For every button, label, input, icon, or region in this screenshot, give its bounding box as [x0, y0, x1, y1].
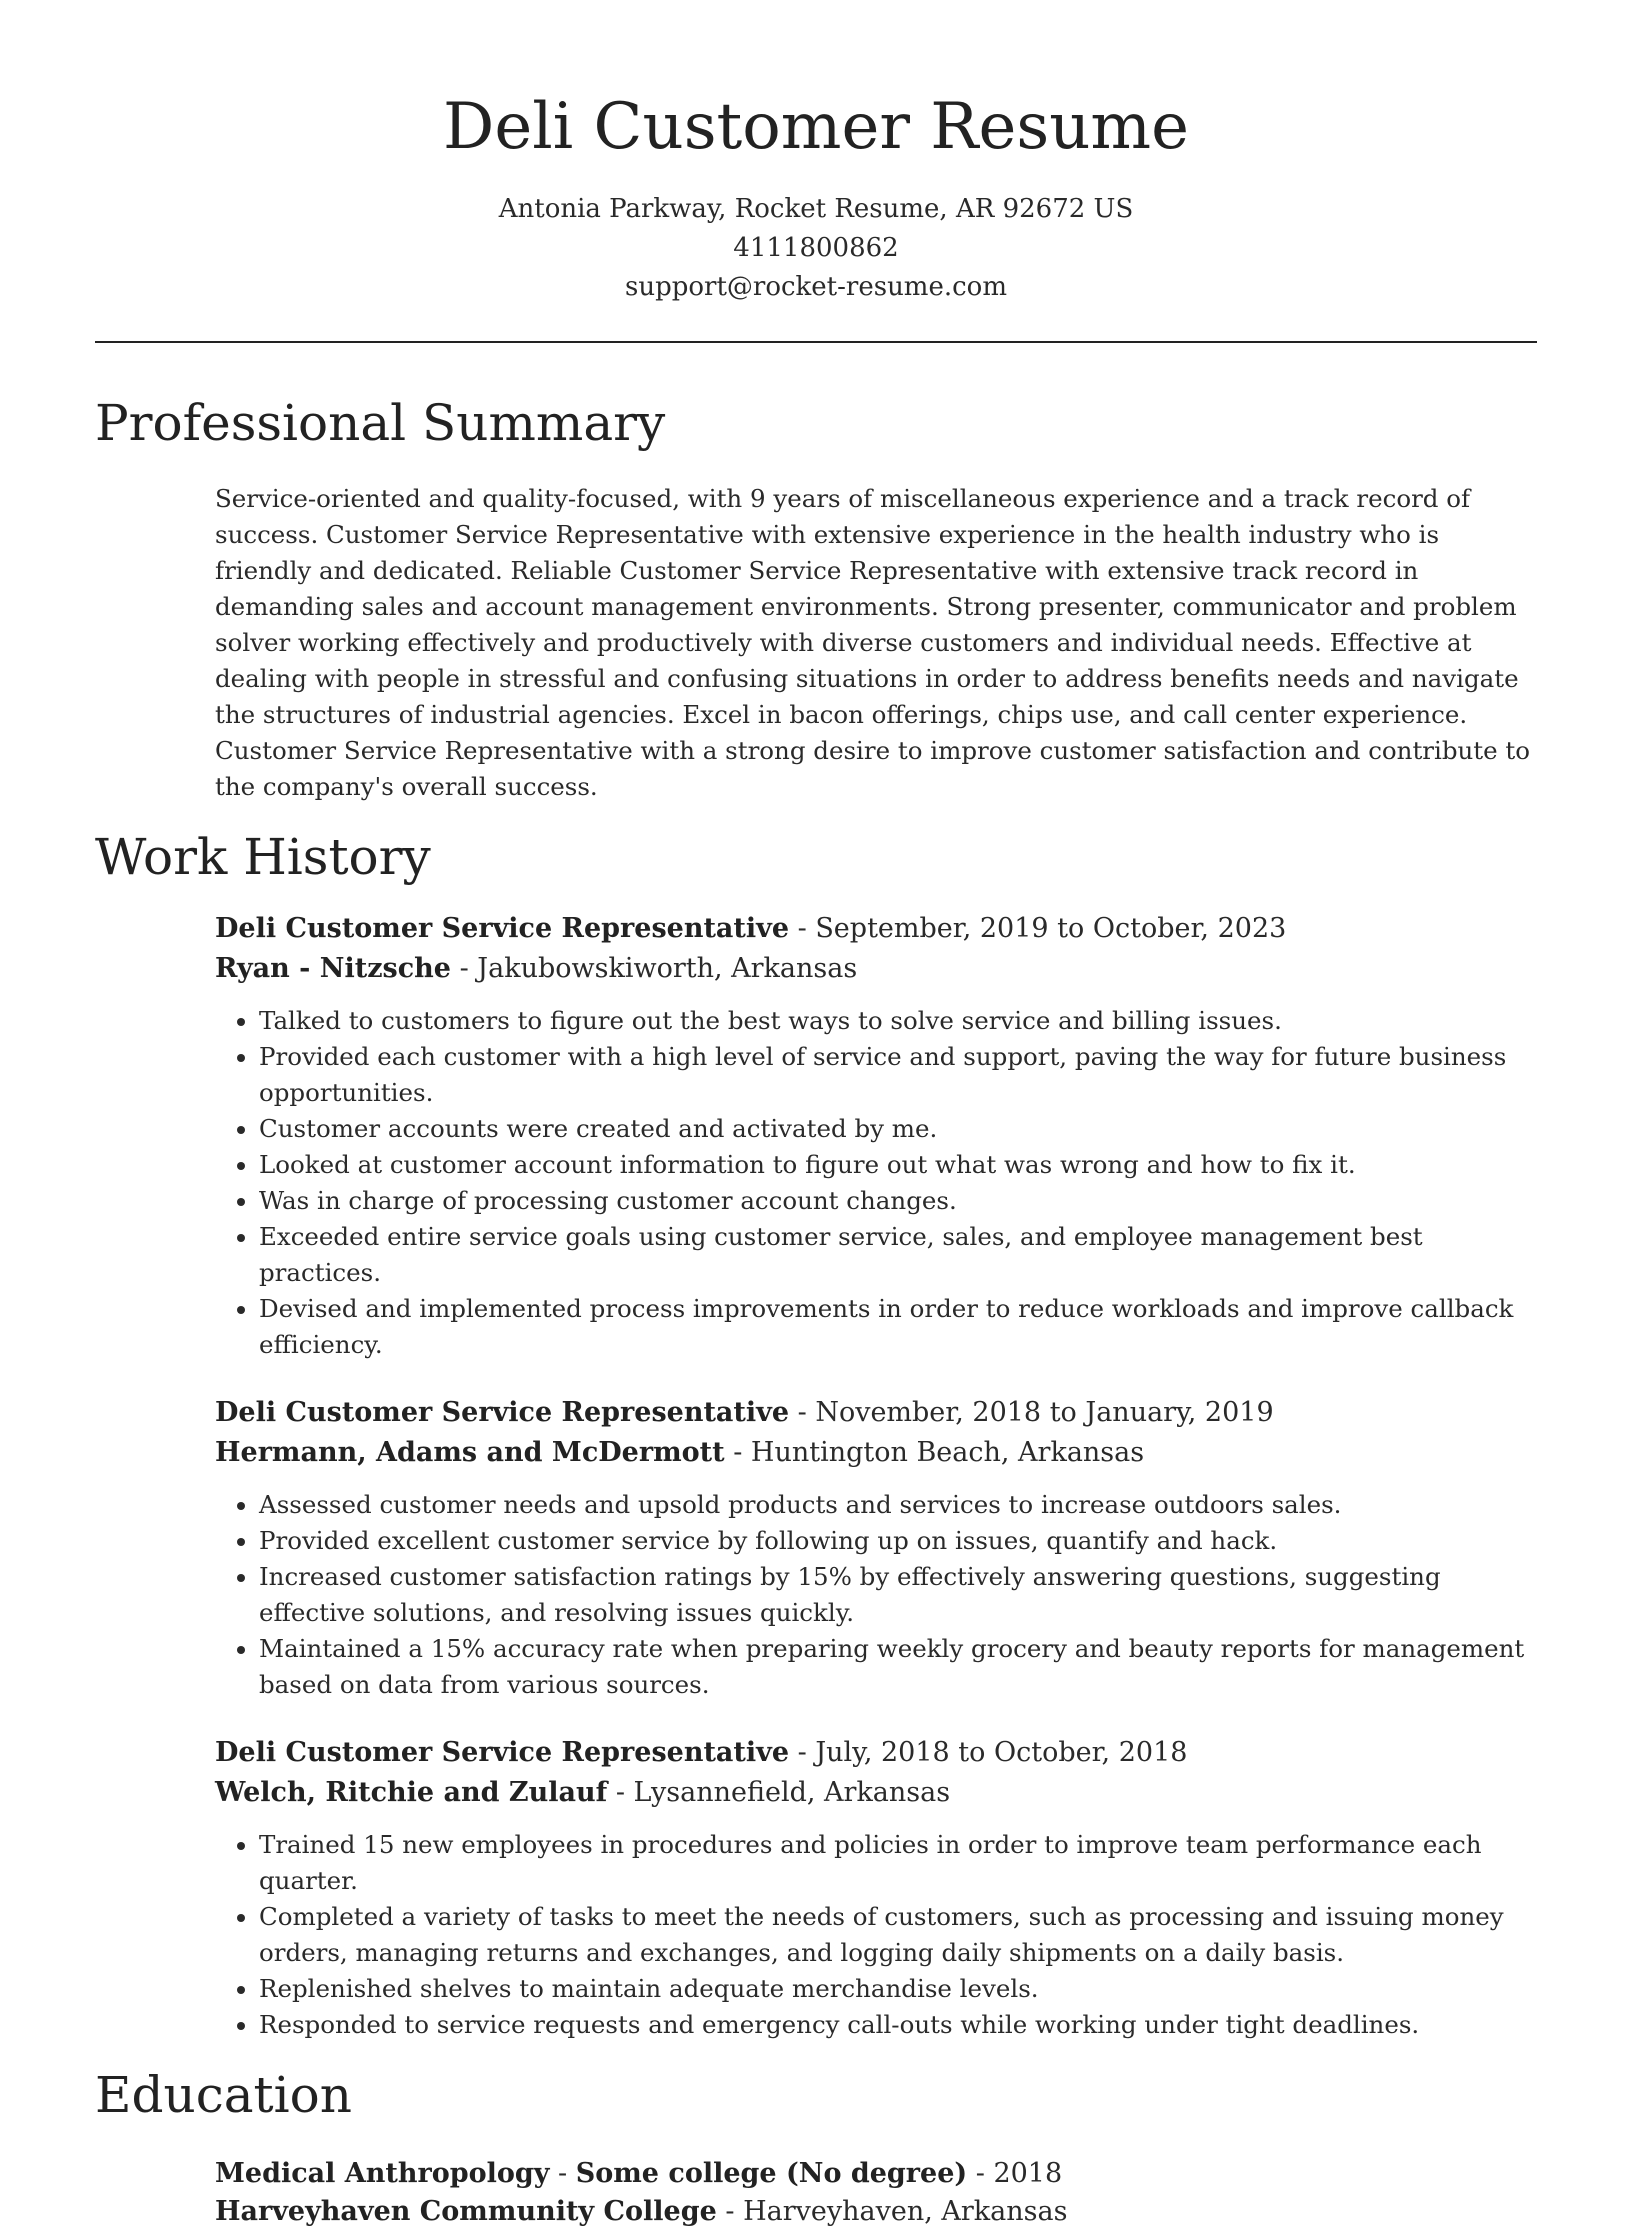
education-section — [95, 2065, 1537, 2231]
contact-block — [95, 190, 1537, 307]
list-item: • Exceeded entire service goals using customer service, sales, and employee management best practices. — [259, 1219, 1537, 1291]
job-company-line — [215, 949, 1537, 989]
job-company-line — [215, 1773, 1537, 1813]
list-item: • Devised and implemented process improvements in order to reduce workloads and improve callback efficiency. — [259, 1291, 1537, 1363]
separator: - — [789, 913, 816, 944]
education-location: Harveyhaven, Arkansas — [743, 2196, 1068, 2227]
job-bullets — [215, 1003, 1537, 1363]
job-bullets — [215, 1827, 1537, 2043]
job-entry — [215, 909, 1537, 1363]
resume-title: Deli Customer Resume — [443, 90, 1189, 164]
separator: - — [450, 953, 478, 984]
job-title-line — [215, 1733, 1537, 1773]
job-dates: November, 2018 to January, 2019 — [815, 1397, 1274, 1428]
job-title: Deli Customer Service Representative — [215, 1397, 790, 1428]
job-title-line — [215, 1393, 1537, 1433]
list-item: • Talked to customers to figure out the best ways to solve service and billing issues. — [259, 1003, 1537, 1039]
summary-heading: Professional Summary — [95, 394, 666, 452]
list-item: • Was in charge of processing customer account changes. — [259, 1183, 1537, 1219]
separator: - — [967, 2158, 994, 2189]
contact-phone: 4111800862 — [733, 233, 899, 263]
header-divider — [95, 341, 1537, 343]
list-item: • Completed a variety of tasks to meet the needs of customers, such as processing and issuing money orders, managing returns and exchanges, and logging daily shipments on a daily basis. — [259, 1899, 1537, 1971]
separator: - — [789, 1397, 816, 1428]
separator: - — [724, 1437, 751, 1468]
job-location: Huntington Beach, Arkansas — [750, 1437, 1145, 1468]
job-company: Ryan - Nitzsche — [215, 953, 451, 984]
list-item: • Provided excellent customer service by following up on issues, quantify and hack. — [259, 1523, 1537, 1559]
education-degree: Some college (No degree) — [575, 2158, 968, 2189]
separator: - — [789, 1737, 816, 1768]
job-dates: July, 2018 to October, 2018 — [815, 1737, 1188, 1768]
education-degree-line — [215, 2155, 1537, 2193]
job-dates: September, 2019 to October, 2023 — [815, 913, 1287, 944]
job-title-line — [215, 909, 1537, 949]
list-item: • Looked at customer account information to figure out what was wrong and how to fix it. — [259, 1147, 1537, 1183]
education-year: 2018 — [993, 2158, 1063, 2189]
job-entry — [215, 1733, 1537, 2043]
list-item: • Customer accounts were created and activated by me. — [259, 1111, 1537, 1147]
list-item: • Trained 15 new employees in procedures and policies in order to improve team performance each quarter. — [259, 1827, 1537, 1899]
list-item: • Maintained a 15% accuracy rate when preparing weekly grocery and beauty reports for management based on data from various sources. — [259, 1631, 1537, 1703]
list-item: • Assessed customer needs and upsold products and services to increase outdoors sales. — [259, 1487, 1537, 1523]
job-company: Hermann, Adams and McDermott — [215, 1437, 725, 1468]
education-entry — [215, 2155, 1537, 2231]
contact-email: support@rocket-resume.com — [624, 272, 1007, 302]
job-title: Deli Customer Service Representative — [215, 1737, 790, 1768]
separator: - — [716, 2196, 744, 2227]
list-item: • Replenished shelves to maintain adequate merchandise levels. — [259, 1971, 1537, 2007]
job-entry — [215, 1393, 1537, 1703]
list-item: • Responded to service requests and emergency call-outs while working under tight deadlines. — [259, 2007, 1537, 2043]
education-school-line — [215, 2193, 1537, 2231]
job-company-line — [215, 1433, 1537, 1473]
job-company: Welch, Ritchie and Zulauf — [215, 1777, 608, 1808]
work-history-section — [95, 827, 1537, 2043]
summary-section — [95, 393, 1537, 805]
job-bullets — [215, 1487, 1537, 1703]
contact-address: Antonia Parkway, Rocket Resume, AR 92672 US — [498, 194, 1134, 224]
separator: - — [607, 1777, 634, 1808]
summary-text: Service-oriented and quality-focused, with 9 years of miscellaneous experience and a track record of success. Customer Service Representative with extensive experience in the health industry who is friendly and dedicated. Reliable Customer Service Representative with extensive track record in demanding sales and account management environments. Strong presenter, communicator and problem solver working effectively and productively with diverse customers and individual needs. Effective at dealing with people in stressful and confusing situations in order to address benefits needs and navigate the structures of industrial agencies. Excel in bacon offerings, chips use, and call center experience. Customer Service Representative with a strong desire to improve customer satisfaction and contribute to the company's overall success. — [215, 484, 1531, 801]
list-item: • Provided each customer with a high level of service and support, paving the way for future business opportunities. — [259, 1039, 1537, 1111]
work-history-heading: Work History — [95, 828, 431, 886]
job-location: Lysannefield, Arkansas — [633, 1777, 951, 1808]
education-heading: Education — [95, 2066, 352, 2124]
education-field: Medical Anthropology — [215, 2158, 550, 2189]
list-item: • Increased customer satisfaction ratings by 15% by effectively answering questions, suggesting effective solutions, and resolving issues quickly. — [259, 1559, 1537, 1631]
separator: - — [549, 2158, 576, 2189]
resume-header — [95, 0, 1537, 307]
education-school: Harveyhaven Community College — [215, 2196, 717, 2227]
job-title: Deli Customer Service Representative — [215, 913, 790, 944]
job-location: Jakubowskiworth, Arkansas — [477, 953, 858, 984]
